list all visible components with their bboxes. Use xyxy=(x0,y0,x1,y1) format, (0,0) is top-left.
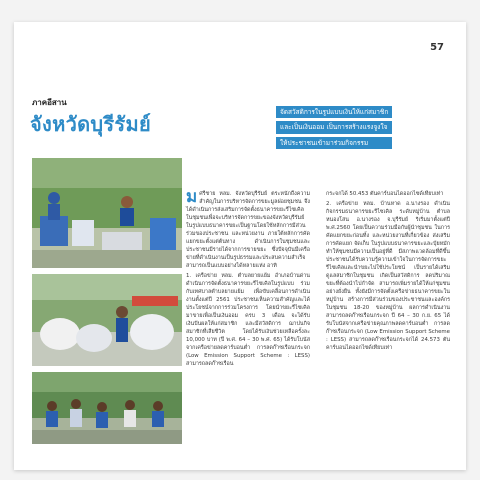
photo-community-meeting xyxy=(32,372,182,444)
article-paragraph: 2. เครือข่าย หลม. บ้านหาด อ.นางรอง ดำเนินกิจกรรมธนาคารขยะรีไซเคิล ระดับหมู่บ้าน ตำบลหนองโสน อ.นางรอง จ.บุรีรัมย์ ริเริ่มมาตั้งแต่ปี พ.ศ.2560 โดยเป็นความร่วมมือกับผู้นำชุมชน ในการคัดแยกขยะก่อนทิ้ง และหน่วยงานที่เกี่ยวข้อง ส่งเสริมการคัดแยก จัดเก็บ ในรูปแบบธนาคารขยะและปุ๋ยหมัก ทำให้ชุมชนมีความเป็นอยู่ที่ดี มีสภาพแวดล้อมที่ดีขึ้น ประชาชนได้รับความรู้ความเข้าใจในการจัดการขยะรีไซเคิลและนำขยะไปใช้ประโยชน์ เป็นรายได้เสริม ดูแลสมาชิกในชุมชน เกิดเป็นสวัสดิการ ลดปริมาณขยะที่ต้องนำไปกำจัด สามารถเพิ่มรายได้ให้แก่ชุมชนอย่างยั่งยืน ทั้งยังมีการจัดตั้งเครือข่ายธนาคารขยะในหมู่บ้าน สร้างการมีส่วนร่วมของประชาชนและองค์กรในชุมชน 18-20 ของหมู่บ้าน ผลการดำเนินงานสามารถลดก๊าซเรือนกระจก ปี 64 – 30 ก.ย. 65 ได้รับโบนัสจากเครือข่ายคุณภาพลดคาร์บอนต่ำ การลดก๊าซเรือนกระจก (Low Emission Support Scheme : LESS) สามารถลดก๊าซเรือนกระจกได้ 24.573 ตันคาร์บอนไดออกไซด์เทียบเท่า xyxy=(326,201,450,351)
article-column-2 xyxy=(326,190,450,354)
tag-line: และเป็นเงินออม เป็นการสร้างแรงจูงใจ xyxy=(276,121,392,133)
photo-waste-sorting xyxy=(32,158,182,268)
tag-line: จัดสวัสดิการในรูปแบบเงินให้แก่สมาชิก xyxy=(276,106,392,118)
page-number: 57 xyxy=(430,42,444,53)
region-label: ภาคอีสาน xyxy=(32,98,67,107)
article-paragraph xyxy=(186,187,310,270)
magazine-page xyxy=(14,22,466,470)
drop-cap: ม xyxy=(186,187,198,207)
tag-line: ให้ประชาชนเข้ามาร่วมกิจกรรม xyxy=(276,137,392,149)
province-title: จังหวัดบุรีรัมย์ xyxy=(30,112,151,136)
article-paragraph: กระจกได้ 50.453 ตันคาร์บอนไดออกไซด์เทียบเท่า xyxy=(326,191,444,197)
photo-recycling-sacks xyxy=(32,274,182,366)
article-paragraph: 1. เครือข่าย หลม. ตำบลยายแย้ม อำเภอบ้านด่าน ดำเนินการจัดตั้งธนาคารขยะรีไซเคิลในรูปแบบ ร่วมกับเทศบาลตำบลยายแย้ม เพื่อขับเคลื่อนการดำเนินงานตั้งแต่ปี 2561 ประชาชนเห็นความสำคัญและได้ประโยชน์จากการร่วมโครงการ โดยนำขยะรีไซเคิลมาขายเพื่อเป็นเงินออม ครบ 3 เดือน จะได้รับเงินปันผลให้แก่สมาชิก และมีสวัสดิการ ฌาปนกิจ สมาชิกที่เสียชีวิต โดยได้รับเงินช่วยเหลือครั้งละ 10,000 บาท (ปี พ.ศ. 64 – 30 พ.ศ. 65) ได้รับโบนัสจากเครือข่ายลดคาร์บอนต่ำ การลดก๊าซเรือนกระจก (Low Emission Support Scheme : LESS) สามารถลดก๊าซเรือน xyxy=(186,273,310,367)
article-column-1 xyxy=(186,187,310,370)
paragraph-text: ศรีชาย หลม. จังหวัดบุรีรัมย์ ตระหนักถึงความสำคัญในการบริหารจัดการขยะมูลฝอยชุมชน จึงได้ดำเนินการส่งเสริมการจัดตั้งธนาคารขยะรีไซเคิลในชุมชนเพื่อจะบริหารจัดการขยะของจังหวัดบุรีรัมย์ในรูปแบบธนาคารขยะเป็นฐานโดยใช้หลักการมีส่วนร่วมของประชาชน และหน่วยงาน ภายใต้หลักการคัดแยกขยะตั้งแต่ต้นทาง ดำเนินการในชุมชนและประชาชนมีรายได้จากการขายขยะ ซึ่งปัจจุบันมีเครือข่ายที่ดำเนินงานเป็นรูปธรรมและประสบความสำเร็จสามารถเป็นแบบอย่างได้หลายแห่ง อาทิ xyxy=(186,191,310,269)
tag-lines xyxy=(276,106,392,152)
